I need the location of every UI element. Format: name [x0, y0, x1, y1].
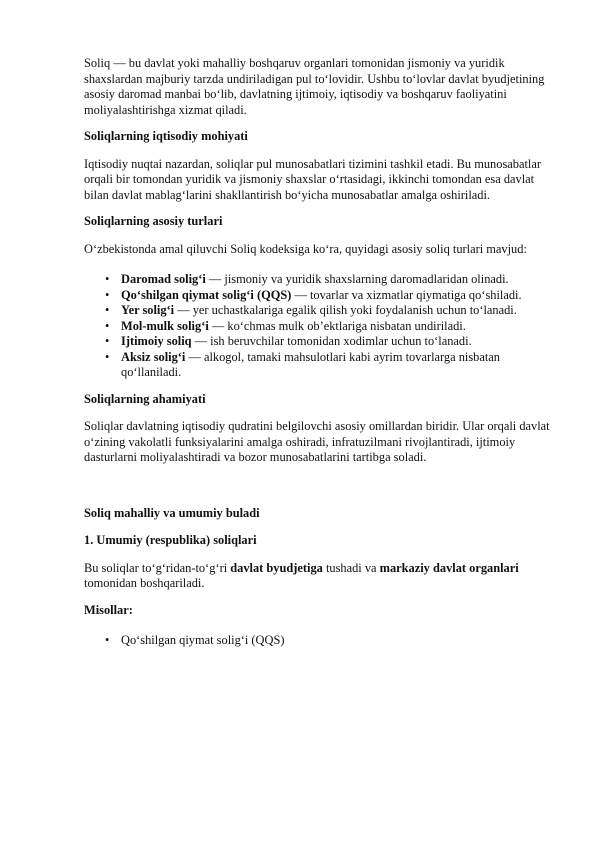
list-item-term: Yer solig‘i [121, 303, 175, 317]
tax-types-list [84, 272, 554, 381]
heading-importance: Soliqlarning ahamiyati [84, 391, 206, 406]
paragraph-general-taxes [84, 561, 554, 592]
text-segment: tomonidan boshqariladi. [84, 576, 205, 590]
bullet-icon: • [105, 633, 110, 647]
bullet-icon: • [105, 303, 110, 317]
list-item [84, 288, 554, 304]
bullet-icon: • [105, 287, 110, 302]
paragraph-economic: Iqtisodiy nuqtai nazardan, soliqlar pul munosabatlari tizimini tashkil etadi. Bu munosabatlar orqali bir tomondan yuridik va jismoniy shaxslar o‘rtasidagi, ikkinchi tomondan esa davlat bilan davlat mablag‘larini shakllantirish bo‘yicha munosabatlar amalga oshiriladi. [84, 156, 541, 202]
bold-term-central-organs: markaziy davlat organlari [379, 560, 519, 575]
heading-economic: Soliqlarning iqtisodiy mohiyati [84, 129, 248, 143]
bullet-icon: • [105, 349, 110, 364]
list-item-desc: — ko‘chmas mulk ob’ektlariga nisbatan undiriladi. [208, 318, 466, 333]
example-item-text: Qo‘shilgan qiymat solig‘i (QQS) [121, 633, 285, 647]
examples-list [84, 633, 554, 649]
list-item-term: Mol-mulk solig‘i [121, 318, 209, 333]
heading-local-general: Soliq mahalliy va umumiy buladi [84, 505, 260, 520]
bullet-icon: • [105, 318, 110, 333]
list-item [84, 633, 554, 649]
text-segment: tushadi va [322, 560, 380, 575]
list-item-term: Aksiz solig‘i [121, 349, 186, 364]
list-item [84, 303, 554, 319]
list-item-desc: — yer uchastkalariga egalik qilish yoki foydalanish uchun to‘lanadi. [174, 303, 517, 317]
intro-paragraph: Soliq — bu davlat yoki mahalliy boshqaruv organlari tomonidan jismoniy va yuridik shaxslardan majburiy tarzda undiriladigan pul to‘lovidir. Ushbu to‘lovlar davlat byudjetining asosiy daromad manbai bo‘lib, davlatning ijtimoiy, iqtisodiy va boshqaruv faoliyatini moliyalashtirishga xizmat qiladi. [84, 56, 545, 117]
list-item-desc: — alkogol, tamaki mahsulotlari kabi ayrim tovarlarga nisbatan qo‘llaniladi. [121, 349, 500, 379]
paragraph-types: O‘zbekistonda amal qiluvchi Soliq kodeksiga ko‘ra, quyidagi asosiy soliq turlari mavjud: [84, 241, 527, 256]
bold-term-budget: davlat byudjetiga [230, 560, 323, 575]
list-item-term: Qo‘shilgan qiymat solig‘i (QQS) [121, 287, 292, 302]
paragraph-importance: Soliqlar davlatning iqtisodiy qudratini belgilovchi asosiy omillardan biridir. Ular orqali davlat o‘zining vakolatli funksiyalarini amalga oshiradi, infratuzilmani rivojlantiradi, ijtimoiy dasturlarni moliyalashtiradi va bozor munosabatlarini tartibga soladi. [84, 419, 550, 464]
list-item [84, 272, 554, 288]
heading-types: Soliqlarning asosiy turlari [84, 214, 223, 228]
list-item-term: Ijtimoiy soliq [121, 334, 192, 348]
list-item-term: Daromad solig‘i [121, 272, 206, 286]
list-item [84, 319, 554, 335]
list-item [84, 334, 554, 350]
list-item [84, 350, 554, 381]
bullet-icon: • [105, 334, 110, 348]
heading-general-taxes: 1. Umumiy (respublika) soliqlari [84, 533, 257, 547]
bullet-icon: • [105, 272, 110, 286]
heading-examples: Misollar: [84, 602, 133, 617]
list-item-desc: — jismoniy va yuridik shaxslarning daromadlaridan olinadi. [205, 272, 509, 286]
list-item-desc: — tovarlar va xizmatlar qiymatiga qo‘shiladi. [291, 287, 522, 302]
document-page [84, 0, 554, 649]
text-segment: Bu soliqlar to‘g‘ridan-to‘g‘ri [84, 560, 231, 575]
list-item-desc: — ish beruvchilar tomonidan xodimlar uchun to‘lanadi. [191, 334, 472, 348]
